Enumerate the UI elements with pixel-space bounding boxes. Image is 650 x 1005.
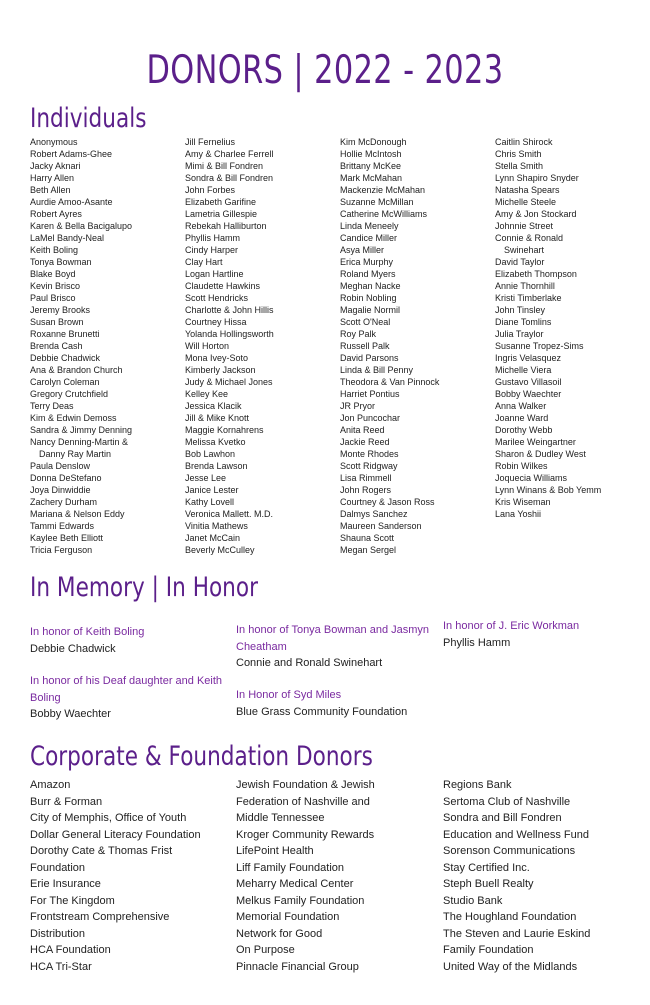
donor-name: Rebekah Halliburton xyxy=(185,221,267,231)
donor-name: Logan Hartline xyxy=(185,269,244,279)
donor-name: Courtney & Jason Ross xyxy=(340,497,435,507)
honor-label: In honor of his Deaf daughter and Keith Boling xyxy=(30,675,223,704)
honor-label: In honor of Tonya Bowman and Jasmyn Cheatham xyxy=(236,624,430,653)
donor-name: Michelle Viera xyxy=(495,365,552,375)
corporate-donor-name: Sertoma Club of Nashville xyxy=(443,795,571,808)
donor-name: Michelle Steele xyxy=(495,197,557,207)
donor-name: Bob Lawhon xyxy=(185,449,236,459)
corporate-donor-name: HCA Foundation xyxy=(30,944,111,956)
honor-entry xyxy=(30,624,230,657)
page-title: DONORS | 2022 - 2023 xyxy=(146,48,504,93)
corporate-donor-name: United Way of the Midlands xyxy=(443,960,578,973)
corporate-donor-name: Sorenson Communications xyxy=(443,845,576,857)
honor-entry xyxy=(30,673,230,723)
donor-name: Kimberly Jackson xyxy=(185,365,256,375)
donor-name: Russell Palk xyxy=(340,341,390,351)
donor-name: Kelley Kee xyxy=(185,389,229,399)
corporate-donor-name: Dollar General Literacy Foundation xyxy=(30,828,201,841)
corporate-column-3 xyxy=(443,777,590,975)
corporate-donor-name: On Purpose xyxy=(236,944,295,956)
corporate-donor-name: Liff Family Foundation xyxy=(236,861,345,874)
honor-entry xyxy=(236,622,436,672)
corporate-donor-name: The Houghland Foundation xyxy=(443,911,577,923)
honor-entry xyxy=(236,687,436,720)
donor-name: Keith Boling xyxy=(30,245,79,255)
corporate-donor-name: Amazon xyxy=(30,779,71,791)
donor-name: Johnnie Street xyxy=(495,221,554,231)
donor-name: Maggie Kornahrens xyxy=(185,425,264,435)
honor-entry xyxy=(443,618,643,651)
donor-name: JR Pryor xyxy=(340,401,376,411)
donor-name: Yolanda Hollingsworth xyxy=(185,329,274,339)
corporate-donor-name: Federation of Nashville and xyxy=(236,795,370,808)
honor-label: In honor of J. Eric Workman xyxy=(443,620,580,632)
section-heading-individuals: Individuals xyxy=(30,103,147,134)
corporate-donor-name: Dorothy Cate & Thomas Frist xyxy=(30,845,173,857)
donor-name: Melissa Kvetko xyxy=(185,437,246,447)
honor-donor: Debbie Chadwick xyxy=(30,642,116,655)
donor-name: Jeremy Brooks xyxy=(30,305,91,315)
donor-name: Jacky Aknari xyxy=(30,161,81,171)
donor-name: David Parsons xyxy=(340,353,399,363)
donor-name: Paula Denslow xyxy=(30,461,91,471)
donor-name: Nancy Denning-Martin & xyxy=(30,437,129,447)
donor-name: Sharon & Dudley West xyxy=(495,449,586,459)
donor-name: Kevin Brisco xyxy=(30,281,81,291)
donor-name: Courtney Hissa xyxy=(185,317,247,327)
corporate-column-2 xyxy=(236,777,375,975)
donor-name: Cindy Harper xyxy=(185,245,239,255)
honor-donor: Blue Grass Community Foundation xyxy=(236,705,408,718)
donor-name: Susan Brown xyxy=(30,317,84,327)
donor-name: Caitlin Shirock xyxy=(495,137,553,147)
corporate-donor-name: Foundation xyxy=(30,861,86,874)
section-heading-memory-honor: In Memory | In Honor xyxy=(30,572,258,603)
donor-name: Donna DeStefano xyxy=(30,473,102,483)
donor-name: Tammi Edwards xyxy=(30,521,95,531)
corporate-donor-name: Melkus Family Foundation xyxy=(236,894,365,907)
individuals-column-3 xyxy=(340,136,439,556)
individuals-column-2 xyxy=(185,136,274,556)
donor-name: Natasha Spears xyxy=(495,185,560,195)
donor-name: Scott O'Neal xyxy=(340,317,391,327)
donor-name: Beverly McCulley xyxy=(185,545,255,555)
donor-name: Kaylee Beth Elliott xyxy=(30,533,104,543)
donor-name: Vinitia Mathews xyxy=(185,521,248,531)
donor-name: Blake Boyd xyxy=(30,269,76,279)
donor-name: Debbie Chadwick xyxy=(30,353,101,363)
donor-name: Kim & Edwin Demoss xyxy=(30,413,117,423)
honor-label: In Honor of Syd Miles xyxy=(236,689,342,701)
honor-donor: Phyllis Hamm xyxy=(443,636,511,649)
donor-name: Catherine McWilliams xyxy=(340,209,428,219)
donor-name: Terry Deas xyxy=(30,401,74,411)
donor-name: Hollie McIntosh xyxy=(340,149,402,159)
donor-name: Dorothy Webb xyxy=(495,425,553,435)
donor-name: Kris Wiseman xyxy=(495,497,551,507)
donor-name: Robin Nobling xyxy=(340,293,397,303)
donor-name: Linda & Bill Penny xyxy=(340,365,414,375)
donor-name: Paul Brisco xyxy=(30,293,76,303)
donor-name: Megan Sergel xyxy=(340,545,397,555)
donor-name: Annie Thornhill xyxy=(495,281,555,291)
donor-name: Roxanne Brunetti xyxy=(30,329,100,339)
corporate-donor-name: Burr & Forman xyxy=(30,795,103,808)
donor-name: Jesse Lee xyxy=(185,473,227,483)
donor-name: Kristi Timberlake xyxy=(495,293,562,303)
donor-name: Tricia Ferguson xyxy=(30,545,93,555)
donor-name: Chris Smith xyxy=(495,149,542,159)
donor-name: Robert Ayres xyxy=(30,209,82,219)
donor-name: John Tinsley xyxy=(495,305,546,315)
donor-name: Veronica Mallett. M.D. xyxy=(185,509,274,519)
corporate-donor-name: Kroger Community Rewards xyxy=(236,828,375,841)
donor-name: Magalie Normil xyxy=(340,305,401,315)
donor-name: Roy Palk xyxy=(340,329,377,339)
corporate-donor-name: Jewish Foundation & Jewish xyxy=(236,779,375,791)
donor-name: Jill & Mike Knott xyxy=(185,413,250,423)
donor-name: Kim McDonough xyxy=(340,137,407,147)
honor-donor: Connie and Ronald Swinehart xyxy=(236,657,383,669)
donor-name: Amy & Jon Stockard xyxy=(495,209,577,219)
donor-name: Aurdie Amoo-Asante xyxy=(30,197,113,207)
donor-name: Lana Yoshii xyxy=(495,509,542,519)
donor-name: Clay Hart xyxy=(185,257,223,267)
donor-name: Amy & Charlee Ferrell xyxy=(185,149,274,159)
donor-name: Marilee Weingartner xyxy=(495,437,576,447)
donor-name: Harriet Pontius xyxy=(340,389,400,399)
donor-name: Beth Allen xyxy=(30,185,71,195)
donor-name: Kathy Lovell xyxy=(185,497,235,507)
donor-name: Erica Murphy xyxy=(340,257,394,267)
donor-name: Shauna Scott xyxy=(340,533,395,543)
donor-name: Will Horton xyxy=(185,341,230,351)
donor-name: Candice Miller xyxy=(340,233,398,243)
donor-name: Ingris Velasquez xyxy=(495,353,562,363)
donor-name: John Forbes xyxy=(185,185,236,195)
donor-name: Robert Adams-Ghee xyxy=(30,149,113,159)
donor-name: Bobby Waechter xyxy=(495,389,562,399)
donor-name: Zachery Durham xyxy=(30,497,98,507)
donor-name: Dalmys Sanchez xyxy=(340,509,408,519)
donor-name: Janice Lester xyxy=(185,485,239,495)
donor-name: Sondra & Bill Fondren xyxy=(185,173,274,183)
donor-name: Karen & Bella Bacigalupo xyxy=(30,221,133,231)
donor-name: Tonya Bowman xyxy=(30,257,92,267)
corporate-donor-name: Education and Wellness Fund xyxy=(443,828,589,841)
honor-label: In honor of Keith Boling xyxy=(30,626,145,638)
corporate-donor-name: HCA Tri-Star xyxy=(30,960,92,973)
donor-name: Elizabeth Thompson xyxy=(495,269,577,279)
corporate-donor-name: Distribution xyxy=(30,927,86,940)
donor-name: Mona Ivey-Soto xyxy=(185,353,249,363)
corporate-donor-name: Steph Buell Realty xyxy=(443,878,534,890)
donor-name: Stella Smith xyxy=(495,161,544,171)
donor-name: LaMel Bandy-Neal xyxy=(30,233,105,243)
donor-name: Ana & Brandon Church xyxy=(30,365,123,375)
donor-name: Monte Rhodes xyxy=(340,449,399,459)
donor-name: Susanne Tropez-Sims xyxy=(495,341,584,351)
donor-name: Sandra & Jimmy Denning xyxy=(30,425,133,435)
corporate-donor-name: Family Foundation xyxy=(443,944,534,956)
donor-name: Gregory Crutchfield xyxy=(30,389,109,399)
donor-name: Jessica Klacik xyxy=(185,401,242,411)
corporate-donor-name: The Steven and Laurie Eskind xyxy=(443,927,591,940)
individuals-column-4 xyxy=(495,136,601,520)
donor-name: Maureen Sanderson xyxy=(340,521,422,531)
donor-name: Elizabeth Garifine xyxy=(185,197,257,207)
donor-name: Swinehart xyxy=(504,245,545,255)
donor-name: Mariana & Nelson Eddy xyxy=(30,509,125,519)
corporate-donor-name: Erie Insurance xyxy=(30,878,101,890)
donor-name: Danny Ray Martin xyxy=(39,449,112,459)
corporate-donor-name: Studio Bank xyxy=(443,894,503,907)
donor-name: Joya Dinwiddie xyxy=(30,485,91,495)
donor-name: David Taylor xyxy=(495,257,545,267)
corporate-donor-name: Middle Tennessee xyxy=(236,812,325,824)
donor-name: Lynn Shapiro Snyder xyxy=(495,173,579,183)
donor-name: Julia Traylor xyxy=(495,329,544,339)
corporate-donor-name: LifePoint Health xyxy=(236,845,314,857)
donor-name: Anonymous xyxy=(30,137,78,147)
honor-donor: Bobby Waechter xyxy=(30,708,111,720)
donor-name: Diane Tomlins xyxy=(495,317,552,327)
individuals-column-1 xyxy=(30,136,132,556)
corporate-column-1 xyxy=(30,777,201,975)
donor-name: Anna Walker xyxy=(495,401,547,411)
donor-name: Charlotte & John Hillis xyxy=(185,305,274,315)
donor-name: Brittany McKee xyxy=(340,161,402,171)
donor-name: Brenda Cash xyxy=(30,341,83,351)
section-heading-corporate: Corporate & Foundation Donors xyxy=(30,741,373,772)
donor-name: Theodora & Van Pinnock xyxy=(340,377,440,387)
donor-name: Lametria Gillespie xyxy=(185,209,258,219)
donor-name: Janet McCain xyxy=(185,533,241,543)
donor-name: Linda Meneely xyxy=(340,221,399,231)
donor-name: Brenda Lawson xyxy=(185,461,248,471)
donor-name: Suzanne McMillan xyxy=(340,197,414,207)
donor-name: Asya Miller xyxy=(340,245,385,255)
donor-name: Jackie Reed xyxy=(340,437,390,447)
donor-name: Gustavo Villasoil xyxy=(495,377,562,387)
corporate-donor-name: City of Memphis, Office of Youth xyxy=(30,812,187,824)
donor-name: Mackenzie McMahan xyxy=(340,185,426,195)
donor-name: Lisa Rimmell xyxy=(340,473,392,483)
corporate-donor-name: Pinnacle Financial Group xyxy=(236,960,359,973)
corporate-donor-name: Network for Good xyxy=(236,927,323,940)
donor-name: Joanne Ward xyxy=(495,413,549,423)
corporate-donor-name: Stay Certified Inc. xyxy=(443,861,530,874)
donor-name: Anita Reed xyxy=(340,425,385,435)
donor-name: Jon Puncochar xyxy=(340,413,401,423)
donor-name: Robin Wilkes xyxy=(495,461,548,471)
corporate-donor-name: Sondra and Bill Fondren xyxy=(443,812,562,824)
donor-name: Harry Allen xyxy=(30,173,75,183)
donor-name: Mark McMahan xyxy=(340,173,403,183)
donor-name: Lynn Winans & Bob Yemm xyxy=(495,485,602,495)
donor-name: Mimi & Bill Fondren xyxy=(185,161,264,171)
donor-name: Jill Fernelius xyxy=(185,137,236,147)
donor-name: Claudette Hawkins xyxy=(185,281,261,291)
donor-name: Scott Hendricks xyxy=(185,293,249,303)
donor-name: Scott Ridgway xyxy=(340,461,398,471)
donor-name: Phyllis Hamm xyxy=(185,233,241,243)
corporate-donor-name: Frontstream Comprehensive xyxy=(30,911,170,923)
donor-name: Judy & Michael Jones xyxy=(185,377,273,387)
corporate-donor-name: Memorial Foundation xyxy=(236,911,340,923)
donor-name: John Rogers xyxy=(340,485,392,495)
donor-name: Carolyn Coleman xyxy=(30,377,100,387)
corporate-donor-name: Regions Bank xyxy=(443,779,512,791)
corporate-donor-name: Meharry Medical Center xyxy=(236,878,354,890)
donor-name: Connie & Ronald xyxy=(495,233,564,243)
donor-name: Roland Myers xyxy=(340,269,396,279)
donor-name: Meghan Nacke xyxy=(340,281,401,291)
donor-name: Joquecia Williams xyxy=(495,473,568,483)
corporate-donor-name: For The Kingdom xyxy=(30,894,115,907)
